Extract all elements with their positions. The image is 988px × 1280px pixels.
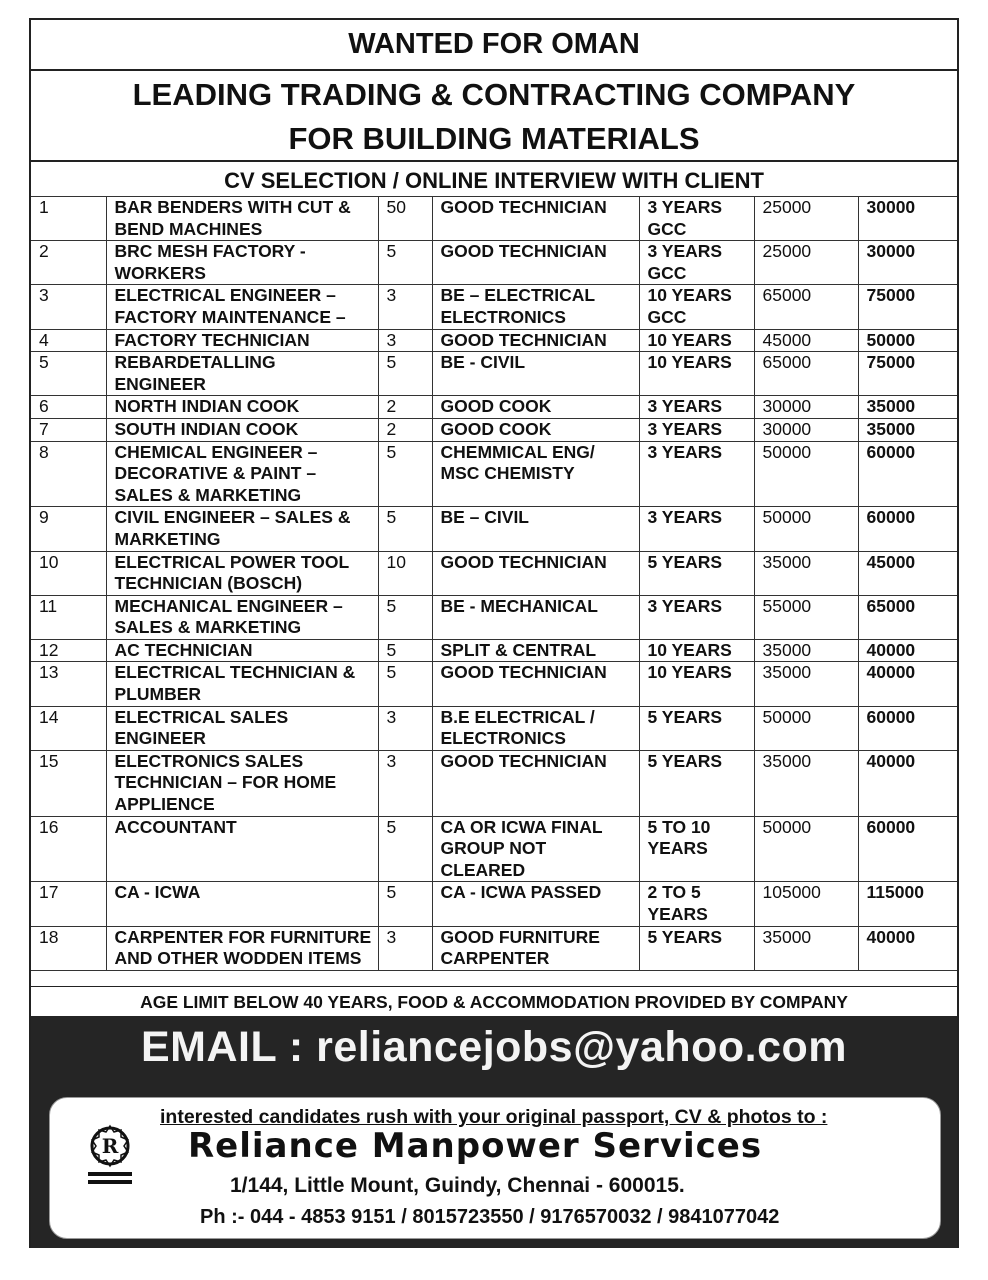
job-salary-max: 30000 <box>858 241 957 285</box>
job-salary-min: 55000 <box>754 595 858 639</box>
job-salary-max: 30000 <box>858 197 957 241</box>
table-row <box>31 352 957 396</box>
job-salary-min: 35000 <box>754 639 858 662</box>
job-qualification: GOOD TECHNICIAN <box>432 329 639 352</box>
job-quantity: 5 <box>378 507 432 551</box>
job-position: MECHANICAL ENGINEER – SALES & MARKETING <box>106 595 378 639</box>
job-position: AC TECHNICIAN <box>106 639 378 662</box>
job-salary-min: 45000 <box>754 329 858 352</box>
job-position: ELECTRICAL TECHNICIAN & PLUMBER <box>106 662 378 706</box>
company-line-1: LEADING TRADING & CONTRACTING COMPANY <box>132 77 856 112</box>
job-salary-min: 105000 <box>754 882 858 926</box>
table-row <box>31 441 957 507</box>
job-salary-max: 115000 <box>858 882 957 926</box>
selection-subtitle: CV SELECTION / ONLINE INTERVIEW WITH CLIENT <box>31 162 957 197</box>
job-quantity: 3 <box>378 926 432 970</box>
job-position: SOUTH INDIAN COOK <box>106 418 378 441</box>
job-position: CARPENTER FOR FURNITURE AND OTHER WODDEN ITEMS <box>106 926 378 970</box>
job-experience: 3 YEARS GCC <box>639 241 754 285</box>
job-salary-min: 30000 <box>754 396 858 419</box>
job-number: 18 <box>31 926 106 970</box>
job-quantity: 5 <box>378 352 432 396</box>
job-salary-min: 35000 <box>754 551 858 595</box>
table-row <box>31 639 957 662</box>
table-row <box>31 551 957 595</box>
job-quantity: 5 <box>378 662 432 706</box>
job-salary-max: 75000 <box>858 352 957 396</box>
job-quantity: 5 <box>378 816 432 882</box>
job-salary-min: 50000 <box>754 706 858 750</box>
job-qualification: GOOD FURNITURE CARPENTER <box>432 926 639 970</box>
reliance-logo-icon <box>80 1120 140 1190</box>
job-qualification: GOOD TECHNICIAN <box>432 241 639 285</box>
job-experience: 5 YEARS <box>639 926 754 970</box>
job-experience: 3 YEARS <box>639 396 754 419</box>
instruction-text: interested candidates rush with your original passport, CV & photos to : <box>160 1106 828 1128</box>
job-qualification: BE - CIVIL <box>432 352 639 396</box>
job-qualification: GOOD TECHNICIAN <box>432 662 639 706</box>
job-experience: 5 YEARS <box>639 706 754 750</box>
job-qualification: BE – ELECTRICAL ELECTRONICS <box>432 285 639 329</box>
job-advertisement <box>29 18 959 1248</box>
job-salary-min: 25000 <box>754 241 858 285</box>
job-position: ELECTRICAL SALES ENGINEER <box>106 706 378 750</box>
job-position: CIVIL ENGINEER – SALES & MARKETING <box>106 507 378 551</box>
jobs-table <box>31 196 957 971</box>
job-number: 6 <box>31 396 106 419</box>
job-quantity: 3 <box>378 750 432 816</box>
job-number: 14 <box>31 706 106 750</box>
job-qualification: GOOD TECHNICIAN <box>432 750 639 816</box>
job-quantity: 5 <box>378 882 432 926</box>
job-qualification: GOOD TECHNICIAN <box>432 197 639 241</box>
job-position: REBARDETALLING ENGINEER <box>106 352 378 396</box>
jobs-table-body <box>31 197 957 971</box>
job-position: FACTORY TECHNICIAN <box>106 329 378 352</box>
job-experience: 3 YEARS <box>639 595 754 639</box>
job-experience: 10 YEARS <box>639 329 754 352</box>
job-position: CA - ICWA <box>106 882 378 926</box>
job-salary-max: 45000 <box>858 551 957 595</box>
job-quantity: 5 <box>378 241 432 285</box>
job-qualification: B.E ELECTRICAL / ELECTRONICS <box>432 706 639 750</box>
agency-phone[interactable]: Ph :- 044 - 4853 9151 / 8015723550 / 9176570032 / 9841077042 <box>200 1206 780 1228</box>
job-salary-max: 40000 <box>858 662 957 706</box>
job-experience: 10 YEARS <box>639 639 754 662</box>
job-salary-max: 60000 <box>858 816 957 882</box>
table-row <box>31 396 957 419</box>
job-experience: 5 YEARS <box>639 551 754 595</box>
job-experience: 3 YEARS GCC <box>639 197 754 241</box>
job-salary-max: 60000 <box>858 441 957 507</box>
table-row <box>31 816 957 882</box>
job-number: 17 <box>31 882 106 926</box>
job-number: 10 <box>31 551 106 595</box>
job-salary-min: 35000 <box>754 926 858 970</box>
table-row <box>31 241 957 285</box>
job-quantity: 10 <box>378 551 432 595</box>
job-salary-max: 60000 <box>858 706 957 750</box>
job-salary-max: 50000 <box>858 329 957 352</box>
table-row <box>31 197 957 241</box>
footer <box>31 1081 957 1248</box>
job-qualification: GOOD COOK <box>432 396 639 419</box>
job-quantity: 5 <box>378 639 432 662</box>
table-row <box>31 329 957 352</box>
job-salary-min: 50000 <box>754 816 858 882</box>
job-experience: 5 TO 10 YEARS <box>639 816 754 882</box>
job-qualification: BE – CIVIL <box>432 507 639 551</box>
job-salary-min: 35000 <box>754 750 858 816</box>
logo-letter: R <box>101 1134 119 1158</box>
job-salary-min: 65000 <box>754 352 858 396</box>
email-banner[interactable]: EMAIL : reliancejobs@yahoo.com <box>31 1016 957 1081</box>
job-number: 12 <box>31 639 106 662</box>
job-number: 15 <box>31 750 106 816</box>
job-position: ELECTRONICS SALES TECHNICIAN – FOR HOME APPLIENCE <box>106 750 378 816</box>
job-experience: 5 YEARS <box>639 750 754 816</box>
job-quantity: 50 <box>378 197 432 241</box>
job-qualification: CHEMMICAL ENG/ MSC CHEMISTY <box>432 441 639 507</box>
table-row <box>31 706 957 750</box>
table-row <box>31 595 957 639</box>
job-number: 7 <box>31 418 106 441</box>
job-position: ACCOUNTANT <box>106 816 378 882</box>
table-row <box>31 662 957 706</box>
job-qualification: GOOD TECHNICIAN <box>432 551 639 595</box>
job-number: 3 <box>31 285 106 329</box>
job-experience: 3 YEARS <box>639 441 754 507</box>
job-experience: 2 TO 5 YEARS <box>639 882 754 926</box>
job-experience: 3 YEARS <box>639 507 754 551</box>
contact-card <box>49 1097 941 1239</box>
job-salary-min: 50000 <box>754 441 858 507</box>
job-number: 4 <box>31 329 106 352</box>
job-experience: 10 YEARS <box>639 662 754 706</box>
job-position: CHEMICAL ENGINEER – DECORATIVE & PAINT – SALES & MARKETING <box>106 441 378 507</box>
table-row <box>31 285 957 329</box>
job-qualification: CA OR ICWA FINAL GROUP NOT CLEARED <box>432 816 639 882</box>
job-salary-min: 30000 <box>754 418 858 441</box>
job-quantity: 3 <box>378 285 432 329</box>
job-position: ELECTRICAL ENGINEER – FACTORY MAINTENANCE – <box>106 285 378 329</box>
job-number: 9 <box>31 507 106 551</box>
table-row <box>31 926 957 970</box>
job-number: 1 <box>31 197 106 241</box>
job-salary-min: 65000 <box>754 285 858 329</box>
job-number: 2 <box>31 241 106 285</box>
job-number: 8 <box>31 441 106 507</box>
job-position: BRC MESH FACTORY - WORKERS <box>106 241 378 285</box>
job-salary-max: 40000 <box>858 750 957 816</box>
agency-name: Reliance Manpower Services <box>188 1126 763 1166</box>
table-row <box>31 750 957 816</box>
job-salary-max: 40000 <box>858 926 957 970</box>
job-number: 5 <box>31 352 106 396</box>
job-salary-max: 35000 <box>858 396 957 419</box>
job-quantity: 3 <box>378 706 432 750</box>
table-row <box>31 507 957 551</box>
job-number: 11 <box>31 595 106 639</box>
job-salary-max: 75000 <box>858 285 957 329</box>
job-position: BAR BENDERS WITH CUT & BEND MACHINES <box>106 197 378 241</box>
job-experience: 10 YEARS <box>639 352 754 396</box>
job-experience: 10 YEARS GCC <box>639 285 754 329</box>
job-qualification: GOOD COOK <box>432 418 639 441</box>
job-salary-max: 40000 <box>858 639 957 662</box>
job-number: 16 <box>31 816 106 882</box>
job-position: NORTH INDIAN COOK <box>106 396 378 419</box>
company-description <box>31 69 957 162</box>
agency-address: 1/144, Little Mount, Guindy, Chennai - 600015. <box>230 1174 685 1197</box>
job-salary-max: 60000 <box>858 507 957 551</box>
job-quantity: 5 <box>378 595 432 639</box>
age-limit-notice: AGE LIMIT BELOW 40 YEARS, FOOD & ACCOMMODATION PROVIDED BY COMPANY <box>31 986 957 1017</box>
job-salary-min: 35000 <box>754 662 858 706</box>
job-quantity: 2 <box>378 396 432 419</box>
job-qualification: CA - ICWA PASSED <box>432 882 639 926</box>
job-position: ELECTRICAL POWER TOOL TECHNICIAN (BOSCH) <box>106 551 378 595</box>
job-quantity: 5 <box>378 441 432 507</box>
table-row <box>31 418 957 441</box>
job-salary-max: 65000 <box>858 595 957 639</box>
job-qualification: BE - MECHANICAL <box>432 595 639 639</box>
job-salary-max: 35000 <box>858 418 957 441</box>
job-quantity: 2 <box>378 418 432 441</box>
job-number: 13 <box>31 662 106 706</box>
job-salary-min: 25000 <box>754 197 858 241</box>
page-title: WANTED FOR OMAN <box>31 20 957 71</box>
job-salary-min: 50000 <box>754 507 858 551</box>
company-line-2: FOR BUILDING MATERIALS <box>288 121 700 156</box>
table-row <box>31 882 957 926</box>
job-qualification: SPLIT & CENTRAL <box>432 639 639 662</box>
job-experience: 3 YEARS <box>639 418 754 441</box>
job-quantity: 3 <box>378 329 432 352</box>
